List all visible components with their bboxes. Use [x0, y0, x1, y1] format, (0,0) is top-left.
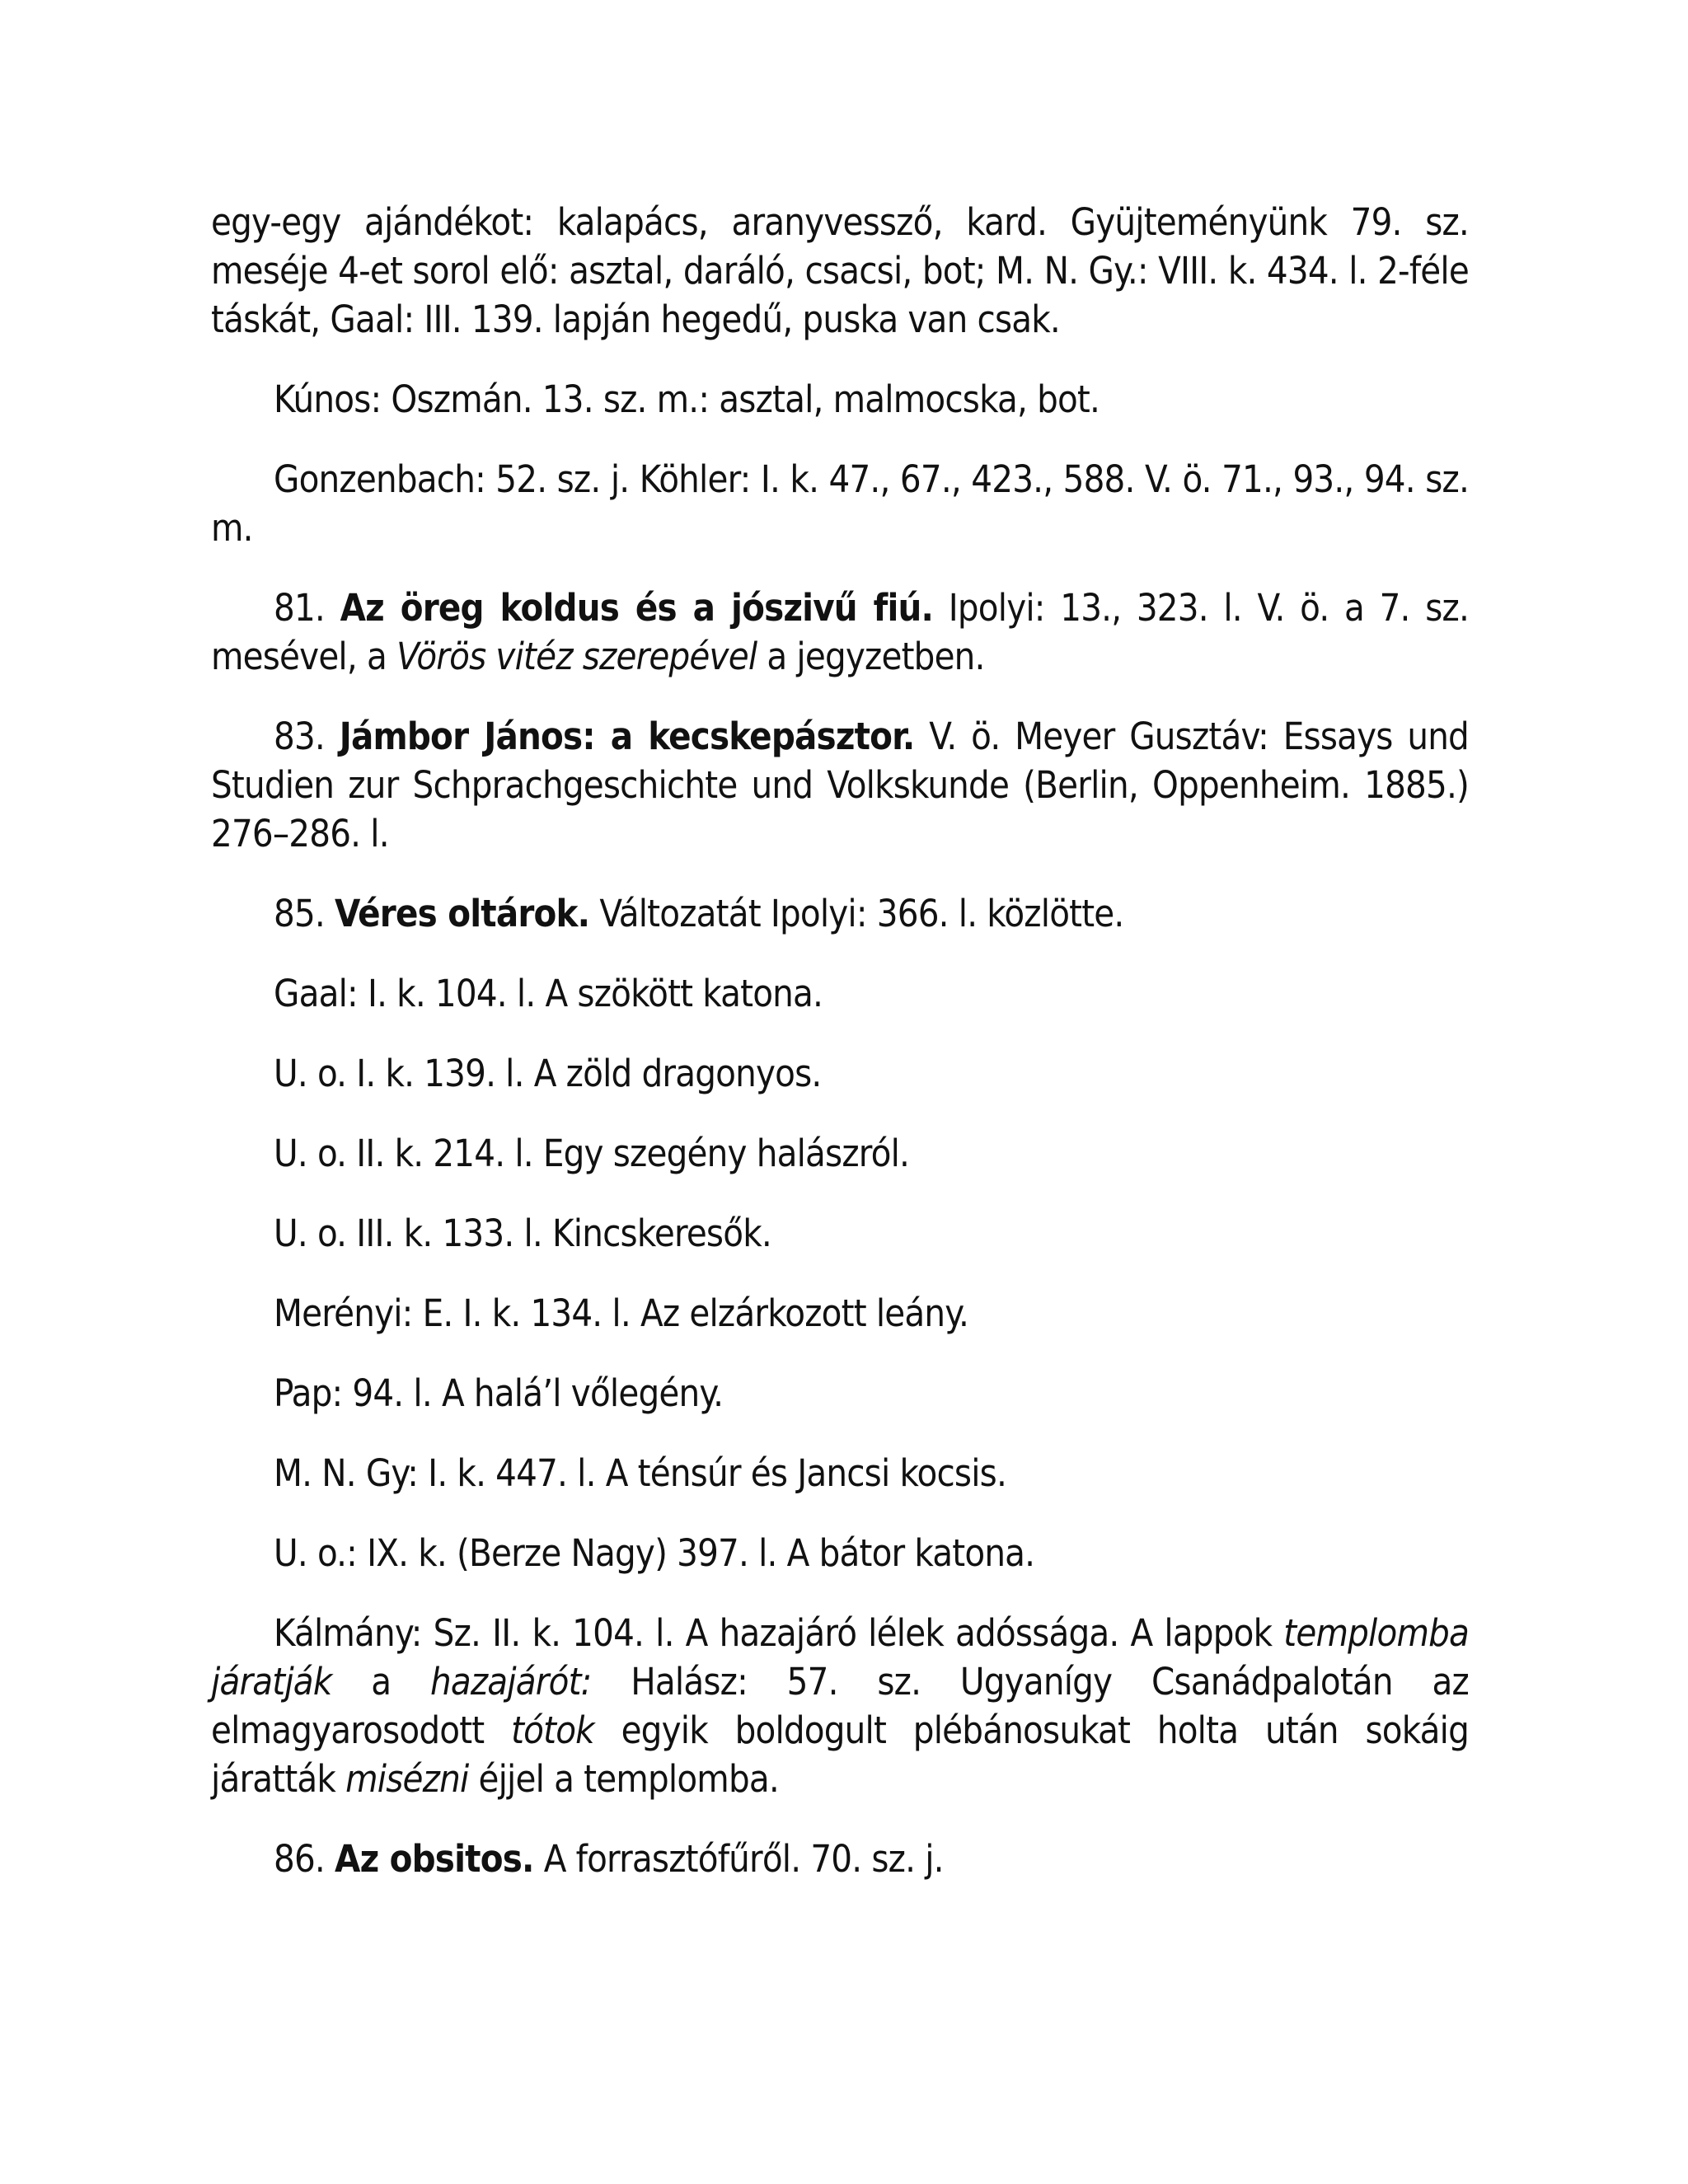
- reference-text: Merényi: E. I. k. 134. l. Az elzárkozott leány.: [274, 1291, 969, 1335]
- entry-title: Jámbor János: a kecskepásztor.: [339, 715, 915, 758]
- italic-text: hazajárót:: [429, 1660, 592, 1704]
- reference-text: Pap: 94. l. A halá’l vőlegény.: [274, 1371, 724, 1415]
- entry-title: Véres oltárok.: [335, 892, 590, 935]
- reference-line: [211, 1209, 1469, 1258]
- reference-line: [211, 1289, 1469, 1338]
- entry-italic-text: Vörös vitéz szerepével: [396, 635, 757, 678]
- paragraph-text: Kálmány: Sz. II. k. 104. l. A hazajáró lélek adóssága. A lappok: [274, 1611, 1273, 1655]
- reference-text: M. N. Gy: I. k. 447. l. A ténsúr és Jancsi kocsis.: [274, 1451, 1007, 1495]
- italic-text: templomba járatják: [211, 1611, 1469, 1704]
- paragraph-kalmany: [211, 1609, 1469, 1803]
- entry-text: a jegyzetben.: [767, 635, 985, 678]
- entry-title: Az öreg koldus és a jószivű fiú.: [340, 586, 934, 630]
- entry-number: 85.: [274, 892, 325, 935]
- reference-line: [211, 1369, 1469, 1418]
- paragraph-text: Kúnos: Oszmán. 13. sz. m.: asztal, malmocska, bot.: [274, 377, 1100, 421]
- entry-number: 81.: [274, 586, 325, 630]
- reference-text: U. o.: IX. k. (Berze Nagy) 397. l. A bátor katona.: [274, 1531, 1035, 1575]
- entry-81: [211, 583, 1469, 681]
- italic-text: misézni: [345, 1757, 469, 1801]
- paragraph-text: egy-egy ajándékot: kalapács, aranyvessző, kard. Gyüjteményünk 79. sz. meséje 4-et sorol elő: asztal, daráló, csacsi, bot; M. N. Gy.: VIII. k. 434. l. 2-féle táskát, Gaal: III. 139. lapján hegedű, puska van csak.: [211, 200, 1469, 341]
- entry-text: V. ö. Meyer Gusztáv: Essays und Studien zur Schprachgeschichte und Volkskunde (Berlin, Oppenheim. 1885.) 276–286. l.: [211, 715, 1469, 855]
- reference-line: [211, 1529, 1469, 1577]
- entry-text: Változatát Ipolyi: 366. l. közlötte.: [599, 892, 1124, 935]
- paragraph-kunos: [211, 375, 1469, 424]
- reference-text: U. o. I. k. 139. l. A zöld dragonyos.: [274, 1052, 822, 1095]
- paragraph-text: Gonzenbach: 52. sz. j. Köhler: I. k. 47., 67., 423., 588. V. ö. 71., 93., 94. sz. m.: [211, 457, 1469, 550]
- reference-line: [211, 1129, 1469, 1178]
- entry-86: [211, 1835, 1469, 1883]
- paragraph-text: éjjel a templomba.: [478, 1757, 779, 1801]
- entry-83: [211, 712, 1469, 858]
- reference-text: U. o. II. k. 214. l. Egy szegény halászról.: [274, 1132, 910, 1175]
- entry-85: [211, 889, 1469, 938]
- entry-text: Ipolyi: 13., 323. l. V. ö. a 7. sz. mesével, a: [211, 586, 1469, 678]
- reference-text: U. o. III. k. 133. l. Kincskeresők.: [274, 1212, 771, 1255]
- paragraph-gonzenbach: [211, 455, 1469, 552]
- paragraph-gift-list: [211, 198, 1469, 344]
- reference-text: Gaal: I. k. 104. l. A szökött katona.: [274, 972, 823, 1015]
- entry-number: 83.: [274, 715, 325, 758]
- entry-title: Az obsitos.: [335, 1837, 534, 1881]
- paragraph-text: egyik boldogult plébánosukat holta után sokáig járatták: [211, 1708, 1469, 1801]
- italic-text: tótok: [511, 1708, 594, 1752]
- reference-line: [211, 1049, 1469, 1098]
- paragraph-text: Halász: 57. sz. Ugyanígy Csanádpalotán az elmagyarosodott: [211, 1660, 1469, 1752]
- entry-text: A forrasztófűről. 70. sz. j.: [543, 1837, 944, 1881]
- paragraph-text: a: [371, 1660, 392, 1704]
- reference-line: [211, 1449, 1469, 1497]
- document-page: [211, 198, 1469, 1915]
- reference-line: [211, 969, 1469, 1018]
- entry-number: 86.: [274, 1837, 325, 1881]
